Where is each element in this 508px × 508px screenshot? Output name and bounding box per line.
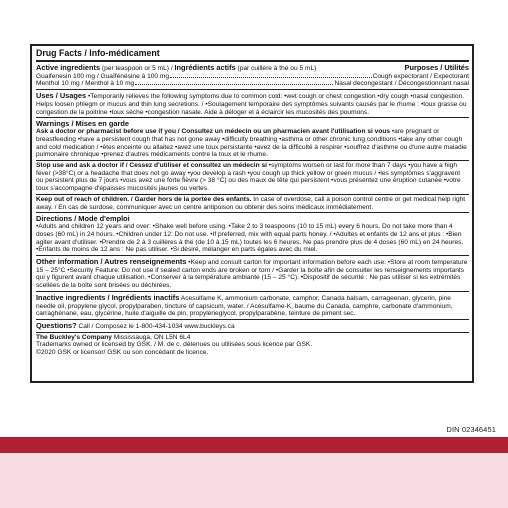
keep-out-of-reach-section: [36, 195, 469, 213]
dot-leader: [170, 77, 372, 78]
active-ingredients-section: [36, 62, 469, 90]
active-ingredient-row: [36, 80, 469, 88]
active-ingredients-heading: Active ingredients: [36, 63, 101, 72]
pink-footer-band: [0, 453, 508, 508]
ingredient-name: Guaifenesin 100 mg / Guaïfénésine à 100 mg: [36, 72, 170, 80]
inactive-ingredients-heading: Inactive ingredients / Ingrédients inactifs: [36, 292, 180, 302]
stop-use-heading: Stop use and ask a doctor if / Cessez d'utiliser et consultez un médecin si: [36, 162, 267, 170]
dot-leader: [135, 84, 333, 85]
company-line: [36, 334, 469, 342]
keep-out-text: In case of overdose, call a poison control centre or get medical help right away. / En cas de surdose, communiquer avec un centre antipoison ou obtenir des soins médicaux immédiatement.: [36, 195, 466, 211]
din-number: DIN 02346451: [446, 425, 496, 434]
company-section: [36, 333, 469, 358]
uses-heading: Uses / Usages: [36, 91, 87, 101]
uses-text: •Temporarily relieves the following symptoms due to common cold: •wet cough or chest congestion •dry cough •nasal congestion. Helps loosen phlegm or mucus and thin lung secretions. / •Soulagement temporaire des symptômes suivants causés par le rhume : •toux grasse ou congestion de la poitrine •toux sèche •congestion nasale. Aide à déloger et à éclaircir les mucosités des poumons.: [36, 93, 467, 116]
ingredient-purpose: Nasal decongestant / Décongestionnant nasal: [334, 80, 469, 88]
stop-use-text: •symptoms worsen or last for more than 7 days •you have a high fever (>38°C) or a headache that does not go away •you develop a rash •you cough up thick yellow or green mucus / •les symptômes s'aggravent ou persistent plus de 7 jours •vous avez une forte fièvre (> 38 °C) ou des maux de tête qui persistent •vous présentez une éruption cutanée •votre toux s'accompagne d'épaisses mucosités jaunes ou vertes.: [36, 162, 461, 193]
drug-facts-title: Drug Facts / Info-médicament: [36, 47, 469, 62]
ask-doctor-paragraph: [36, 128, 469, 159]
purposes-heading: Purposes / Utilités: [404, 63, 469, 72]
drug-facts-panel: [30, 44, 474, 383]
warnings-ask-section: [36, 118, 469, 161]
ingredient-purpose: Cough expectorant / Expectorant: [372, 72, 469, 80]
other-information-section: [36, 256, 469, 292]
ask-doctor-heading: Ask a doctor or pharmacist before use if you / Consultez un médecin ou un pharmacien avant l'utilisation si vous: [36, 128, 391, 136]
other-information-heading: Other information / Autres renseignements: [36, 257, 187, 267]
active-ingredients-heading-group: [36, 63, 316, 73]
trademark-line: Trademarks owned or licensed by GSK. / M. de c. détenues ou utilisées sous licence par GSK.: [36, 341, 313, 349]
questions-section: [36, 320, 469, 333]
questions-heading: Questions?: [36, 320, 77, 330]
warnings-stop-section: [36, 161, 469, 195]
red-stripe: [0, 437, 508, 453]
questions-text: Call / Composez le 1-800-434-1034 www.buckleys.ca: [76, 322, 235, 330]
active-ingredient-row: [36, 73, 469, 81]
inactive-ingredients-text: Acesulfame K, ammonium carbonate, camphor, Canada balsam, carrageenan, glycerin, pine needle oil, propylene glycol, propylparaben, tincture of capsicum, water. / Acésulfame-K, baume du Canada, camphre, carbonate d'ammonium, carraghénane, eau, glycérine, huile d'aiguille de pin, propylèneglycol, propylparabène, teinture de piment sec.: [36, 294, 453, 318]
ingredient-name: Menthol 10 mg / Menthol à 10 mg: [36, 80, 135, 88]
copyright-line: ©2020 GSK or licensor/ GSK ou son concédant de licence.: [36, 349, 209, 357]
company-name: The Buckley's Company: [36, 333, 112, 341]
active-ingredients-heading-note: (per teaspoon or 5 mL) /: [100, 65, 175, 72]
active-ingredients-header: [36, 63, 469, 73]
ask-doctor-text: •are pregnant or breastfeeding •have a persistent cough that has not gone away •difficulty breathing •asthma or other chronic lung conditions •take any other cough and cold medication / •êtes enceinte ou allaitez •avez une toux persistante •avez de la difficulté à respirer •souffrez d'asthme ou d'une autre maladie pulmonaire chronique •prenez d'autres médicaments contre la toux et le rhume.: [36, 128, 467, 159]
directions-text: •Adults and children 12 years and over: •Shake well before using. •Take 2 to 3 teaspoons (10 to 15 mL) every 6 hours. Do not take more than 4 doses (60 mL) in 24 hours. •Children under 12: Do not use. •If preferred, mix with equal parts honey. / •Adultes et enfants de 12 ans et plus : •Bien agiter avant d'utiliser. •Prendre de 2 à 3 cuillères à thé (de 10 à 15 mL) toutes les 6 heures. Ne pas prendre plus de 4 doses (60 mL) en 24 heures. •Enfants de moins de 12 ans : Ne pas utiliser. •Si désiré, mélanger en parts égales avec du miel.: [36, 223, 464, 254]
other-information-text: •Keep and consult carton for important information before each use. •Store at room temperature 15 – 25°C •Security Feature: Do not use if sealed carton ends are broken or torn / •Garder la boîte afin de consulter les renseignements importants qui y figurent avant chaque utilisation. •Conserver à la température ambiante (15 – 25 °C). •Dispositif de sécurité : Ne pas utiliser si les extrémités scellées de la boîte sont brisées ou déchirées.: [36, 259, 468, 290]
company-address: Mississauga, ON L5N 6L4: [111, 333, 191, 341]
uses-section: [36, 90, 469, 118]
directions-section: [36, 213, 469, 256]
active-ingredients-heading-fr: Ingrédients actifs: [174, 63, 236, 72]
directions-heading: Directions / Mode d'emploi: [36, 214, 130, 224]
active-ingredients-heading-fr-note: (par cuillère à thé ou 5 mL): [235, 65, 317, 72]
warnings-heading: Warnings / Mises en garde: [36, 119, 129, 129]
keep-out-heading: Keep out of reach of children. / Garder hors de la portée des enfants.: [36, 195, 252, 203]
inactive-ingredients-section: [36, 292, 469, 320]
